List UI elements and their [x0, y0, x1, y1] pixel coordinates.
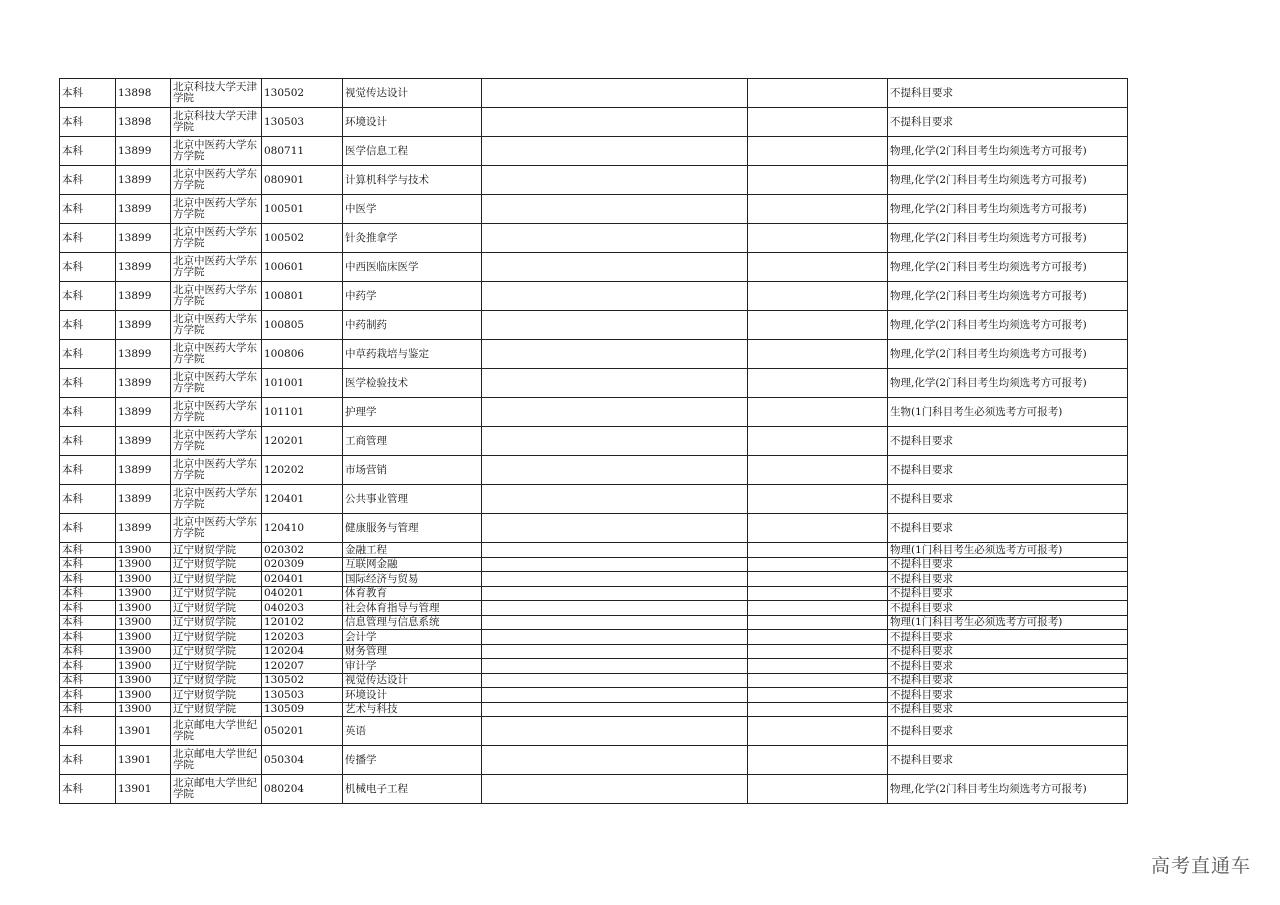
level-cell: 本科: [60, 601, 116, 616]
school-code-cell: 13899: [116, 514, 171, 543]
table-row: [60, 166, 1128, 195]
major-name-cell: 护理学: [343, 398, 482, 427]
subject-requirement-cell: 不提科目要求: [888, 572, 1128, 587]
blank-cell: [482, 340, 748, 369]
school-name-cell: 北京中医药大学东方学院: [171, 311, 262, 340]
table-row: [60, 456, 1128, 485]
major-code-cell: 100601: [262, 253, 343, 282]
school-name-cell: 辽宁财贸学院: [171, 630, 262, 645]
school-name-cell: 北京中医药大学东方学院: [171, 166, 262, 195]
table-row: [60, 108, 1128, 137]
subject-requirement-cell: 物理(1门科目考生必须选考方可报考): [888, 543, 1128, 558]
school-name-cell: 辽宁财贸学院: [171, 673, 262, 688]
major-name-cell: 视觉传达设计: [343, 79, 482, 108]
table-row: [60, 224, 1128, 253]
blank-cell: [482, 369, 748, 398]
major-code-cell: 130503: [262, 688, 343, 703]
subject-requirement-cell: 不提科目要求: [888, 427, 1128, 456]
blank-cell: [482, 644, 748, 659]
subject-requirement-cell: 不提科目要求: [888, 644, 1128, 659]
subject-requirement-cell: 物理,化学(2门科目考生均须选考方可报考): [888, 166, 1128, 195]
level-cell: 本科: [60, 79, 116, 108]
major-name-cell: 信息管理与信息系统: [343, 615, 482, 630]
blank-cell: [482, 673, 748, 688]
blank-cell: [748, 398, 888, 427]
major-name-cell: 健康服务与管理: [343, 514, 482, 543]
school-code-cell: 13900: [116, 702, 171, 717]
school-code-cell: 13900: [116, 615, 171, 630]
blank-cell: [748, 702, 888, 717]
major-code-cell: 120102: [262, 615, 343, 630]
watermark-text: 高考直通车: [1150, 855, 1251, 877]
major-code-cell: 100502: [262, 224, 343, 253]
blank-cell: [482, 688, 748, 703]
school-code-cell: 13900: [116, 601, 171, 616]
level-cell: 本科: [60, 166, 116, 195]
table-row: [60, 485, 1128, 514]
level-cell: 本科: [60, 195, 116, 224]
blank-cell: [482, 746, 748, 775]
major-code-cell: 100806: [262, 340, 343, 369]
school-code-cell: 13901: [116, 746, 171, 775]
school-code-cell: 13899: [116, 282, 171, 311]
subject-requirement-cell: 不提科目要求: [888, 630, 1128, 645]
blank-cell: [748, 659, 888, 674]
school-code-cell: 13899: [116, 311, 171, 340]
blank-cell: [482, 485, 748, 514]
school-code-cell: 13900: [116, 586, 171, 601]
blank-cell: [748, 688, 888, 703]
subject-requirement-cell: 不提科目要求: [888, 514, 1128, 543]
blank-cell: [482, 398, 748, 427]
major-name-cell: 中药学: [343, 282, 482, 311]
blank-cell: [748, 311, 888, 340]
blank-cell: [748, 514, 888, 543]
major-code-cell: 130509: [262, 702, 343, 717]
table-row: [60, 311, 1128, 340]
major-code-cell: 120410: [262, 514, 343, 543]
subject-requirement-cell: 物理,化学(2门科目考生均须选考方可报考): [888, 282, 1128, 311]
major-name-cell: 中医学: [343, 195, 482, 224]
school-name-cell: 北京中医药大学东方学院: [171, 456, 262, 485]
subject-requirement-cell: 不提科目要求: [888, 601, 1128, 616]
subject-requirement-cell: 物理,化学(2门科目考生均须选考方可报考): [888, 137, 1128, 166]
blank-cell: [482, 137, 748, 166]
level-cell: 本科: [60, 224, 116, 253]
blank-cell: [748, 195, 888, 224]
major-code-cell: 080901: [262, 166, 343, 195]
major-code-cell: 080204: [262, 775, 343, 804]
school-code-cell: 13900: [116, 572, 171, 587]
school-code-cell: 13899: [116, 253, 171, 282]
school-code-cell: 13901: [116, 775, 171, 804]
table-row: [60, 398, 1128, 427]
major-code-cell: 120204: [262, 644, 343, 659]
school-code-cell: 13899: [116, 456, 171, 485]
subject-requirement-cell: 不提科目要求: [888, 659, 1128, 674]
blank-cell: [748, 615, 888, 630]
level-cell: 本科: [60, 340, 116, 369]
table-row: [60, 615, 1128, 630]
major-code-cell: 120203: [262, 630, 343, 645]
major-name-cell: 工商管理: [343, 427, 482, 456]
blank-cell: [482, 311, 748, 340]
table-row: [60, 514, 1128, 543]
school-name-cell: 辽宁财贸学院: [171, 601, 262, 616]
level-cell: 本科: [60, 282, 116, 311]
school-name-cell: 北京邮电大学世纪学院: [171, 717, 262, 746]
major-code-cell: 080711: [262, 137, 343, 166]
level-cell: 本科: [60, 630, 116, 645]
subject-requirement-cell: 不提科目要求: [888, 557, 1128, 572]
school-name-cell: 北京邮电大学世纪学院: [171, 746, 262, 775]
school-name-cell: 辽宁财贸学院: [171, 572, 262, 587]
table-row: [60, 688, 1128, 703]
blank-cell: [482, 514, 748, 543]
table-row: [60, 746, 1128, 775]
blank-cell: [748, 775, 888, 804]
subject-requirement-cell: 不提科目要求: [888, 746, 1128, 775]
major-name-cell: 金融工程: [343, 543, 482, 558]
school-name-cell: 北京科技大学天津学院: [171, 79, 262, 108]
table-row: [60, 586, 1128, 601]
major-name-cell: 医学检验技术: [343, 369, 482, 398]
table-row: [60, 195, 1128, 224]
school-name-cell: 北京邮电大学世纪学院: [171, 775, 262, 804]
table-row: [60, 427, 1128, 456]
level-cell: 本科: [60, 644, 116, 659]
school-code-cell: 13899: [116, 224, 171, 253]
blank-cell: [482, 586, 748, 601]
major-code-cell: 101101: [262, 398, 343, 427]
blank-cell: [748, 282, 888, 311]
major-code-cell: 100801: [262, 282, 343, 311]
table-body: [60, 79, 1128, 804]
school-name-cell: 北京中医药大学东方学院: [171, 514, 262, 543]
major-name-cell: 英语: [343, 717, 482, 746]
major-code-cell: 130502: [262, 673, 343, 688]
subject-requirement-cell: 物理,化学(2门科目考生均须选考方可报考): [888, 195, 1128, 224]
blank-cell: [748, 717, 888, 746]
blank-cell: [748, 601, 888, 616]
subject-requirement-cell: 物理,化学(2门科目考生均须选考方可报考): [888, 224, 1128, 253]
blank-cell: [748, 644, 888, 659]
major-name-cell: 传播学: [343, 746, 482, 775]
table-row: [60, 601, 1128, 616]
subject-requirement-cell: 物理,化学(2门科目考生均须选考方可报考): [888, 775, 1128, 804]
major-code-cell: 100805: [262, 311, 343, 340]
school-code-cell: 13899: [116, 369, 171, 398]
level-cell: 本科: [60, 514, 116, 543]
requirements-table: [59, 78, 1128, 804]
school-code-cell: 13900: [116, 543, 171, 558]
table-row: [60, 282, 1128, 311]
blank-cell: [482, 630, 748, 645]
table-row: [60, 702, 1128, 717]
blank-cell: [748, 586, 888, 601]
major-code-cell: 020302: [262, 543, 343, 558]
blank-cell: [482, 543, 748, 558]
subject-requirement-cell: 不提科目要求: [888, 485, 1128, 514]
subject-requirement-cell: 不提科目要求: [888, 702, 1128, 717]
blank-cell: [748, 79, 888, 108]
school-name-cell: 北京中医药大学东方学院: [171, 369, 262, 398]
school-name-cell: 北京中医药大学东方学院: [171, 195, 262, 224]
major-code-cell: 130503: [262, 108, 343, 137]
school-code-cell: 13899: [116, 195, 171, 224]
major-name-cell: 公共事业管理: [343, 485, 482, 514]
table-row: [60, 644, 1128, 659]
subject-requirement-cell: 不提科目要求: [888, 108, 1128, 137]
subject-requirement-cell: 物理,化学(2门科目考生均须选考方可报考): [888, 340, 1128, 369]
blank-cell: [482, 282, 748, 311]
school-code-cell: 13901: [116, 717, 171, 746]
level-cell: 本科: [60, 688, 116, 703]
subject-requirement-cell: 不提科目要求: [888, 456, 1128, 485]
school-name-cell: 辽宁财贸学院: [171, 702, 262, 717]
school-name-cell: 辽宁财贸学院: [171, 659, 262, 674]
blank-cell: [482, 775, 748, 804]
subject-requirement-cell: 物理,化学(2门科目考生均须选考方可报考): [888, 253, 1128, 282]
blank-cell: [482, 456, 748, 485]
table-row: [60, 630, 1128, 645]
blank-cell: [482, 195, 748, 224]
school-name-cell: 辽宁财贸学院: [171, 615, 262, 630]
major-name-cell: 机械电子工程: [343, 775, 482, 804]
blank-cell: [748, 137, 888, 166]
major-code-cell: 120401: [262, 485, 343, 514]
school-code-cell: 13900: [116, 673, 171, 688]
level-cell: 本科: [60, 108, 116, 137]
school-name-cell: 辽宁财贸学院: [171, 586, 262, 601]
table-row: [60, 572, 1128, 587]
table-row: [60, 775, 1128, 804]
school-name-cell: 北京中医药大学东方学院: [171, 427, 262, 456]
blank-cell: [482, 108, 748, 137]
level-cell: 本科: [60, 702, 116, 717]
school-name-cell: 辽宁财贸学院: [171, 543, 262, 558]
school-code-cell: 13899: [116, 398, 171, 427]
level-cell: 本科: [60, 398, 116, 427]
subject-requirement-cell: 不提科目要求: [888, 673, 1128, 688]
school-code-cell: 13900: [116, 688, 171, 703]
level-cell: 本科: [60, 427, 116, 456]
major-code-cell: 040201: [262, 586, 343, 601]
major-code-cell: 020401: [262, 572, 343, 587]
school-name-cell: 北京中医药大学东方学院: [171, 282, 262, 311]
school-name-cell: 北京中医药大学东方学院: [171, 224, 262, 253]
major-code-cell: 050304: [262, 746, 343, 775]
blank-cell: [482, 615, 748, 630]
blank-cell: [748, 557, 888, 572]
blank-cell: [748, 253, 888, 282]
level-cell: 本科: [60, 137, 116, 166]
major-name-cell: 互联网金融: [343, 557, 482, 572]
school-name-cell: 北京中医药大学东方学院: [171, 340, 262, 369]
table-row: [60, 137, 1128, 166]
level-cell: 本科: [60, 615, 116, 630]
school-code-cell: 13899: [116, 485, 171, 514]
school-name-cell: 北京中医药大学东方学院: [171, 485, 262, 514]
major-name-cell: 针灸推拿学: [343, 224, 482, 253]
subject-requirement-cell: 不提科目要求: [888, 717, 1128, 746]
blank-cell: [748, 427, 888, 456]
major-code-cell: 100501: [262, 195, 343, 224]
level-cell: 本科: [60, 456, 116, 485]
school-code-cell: 13899: [116, 340, 171, 369]
major-name-cell: 中药制药: [343, 311, 482, 340]
school-name-cell: 北京中医药大学东方学院: [171, 137, 262, 166]
level-cell: 本科: [60, 717, 116, 746]
subject-requirement-cell: 物理,化学(2门科目考生均须选考方可报考): [888, 369, 1128, 398]
major-name-cell: 审计学: [343, 659, 482, 674]
blank-cell: [748, 673, 888, 688]
blank-cell: [748, 485, 888, 514]
major-name-cell: 市场营销: [343, 456, 482, 485]
major-name-cell: 医学信息工程: [343, 137, 482, 166]
table-row: [60, 543, 1128, 558]
blank-cell: [482, 427, 748, 456]
level-cell: 本科: [60, 572, 116, 587]
blank-cell: [748, 108, 888, 137]
blank-cell: [482, 717, 748, 746]
subject-requirement-cell: 不提科目要求: [888, 586, 1128, 601]
school-code-cell: 13900: [116, 557, 171, 572]
level-cell: 本科: [60, 586, 116, 601]
school-code-cell: 13899: [116, 137, 171, 166]
major-name-cell: 会计学: [343, 630, 482, 645]
major-code-cell: 120207: [262, 659, 343, 674]
blank-cell: [748, 166, 888, 195]
table-row: [60, 340, 1128, 369]
level-cell: 本科: [60, 659, 116, 674]
blank-cell: [482, 79, 748, 108]
table-row: [60, 717, 1128, 746]
major-name-cell: 体育教育: [343, 586, 482, 601]
school-code-cell: 13900: [116, 644, 171, 659]
blank-cell: [748, 340, 888, 369]
subject-requirement-cell: 不提科目要求: [888, 79, 1128, 108]
level-cell: 本科: [60, 557, 116, 572]
level-cell: 本科: [60, 775, 116, 804]
table-row: [60, 673, 1128, 688]
major-code-cell: 050201: [262, 717, 343, 746]
major-code-cell: 040203: [262, 601, 343, 616]
school-name-cell: 北京中医药大学东方学院: [171, 398, 262, 427]
blank-cell: [748, 630, 888, 645]
school-code-cell: 13899: [116, 427, 171, 456]
school-name-cell: 辽宁财贸学院: [171, 688, 262, 703]
level-cell: 本科: [60, 746, 116, 775]
level-cell: 本科: [60, 543, 116, 558]
level-cell: 本科: [60, 253, 116, 282]
table-row: [60, 659, 1128, 674]
level-cell: 本科: [60, 311, 116, 340]
blank-cell: [482, 224, 748, 253]
school-name-cell: 北京中医药大学东方学院: [171, 253, 262, 282]
school-code-cell: 13898: [116, 79, 171, 108]
school-code-cell: 13898: [116, 108, 171, 137]
school-code-cell: 13900: [116, 659, 171, 674]
blank-cell: [748, 456, 888, 485]
table-row: [60, 557, 1128, 572]
table-row: [60, 253, 1128, 282]
subject-requirement-cell: 物理,化学(2门科目考生均须选考方可报考): [888, 311, 1128, 340]
subject-requirement-cell: 不提科目要求: [888, 688, 1128, 703]
school-name-cell: 辽宁财贸学院: [171, 557, 262, 572]
table-row: [60, 369, 1128, 398]
blank-cell: [748, 543, 888, 558]
major-name-cell: 中西医临床医学: [343, 253, 482, 282]
blank-cell: [482, 659, 748, 674]
subject-requirement-cell: 物理(1门科目考生必须选考方可报考): [888, 615, 1128, 630]
major-code-cell: 020309: [262, 557, 343, 572]
major-code-cell: 120202: [262, 456, 343, 485]
school-name-cell: 北京科技大学天津学院: [171, 108, 262, 137]
subject-requirement-cell: 生物(1门科目考生必须选考方可报考): [888, 398, 1128, 427]
blank-cell: [748, 572, 888, 587]
blank-cell: [482, 572, 748, 587]
major-name-cell: 环境设计: [343, 688, 482, 703]
blank-cell: [748, 224, 888, 253]
major-name-cell: 计算机科学与技术: [343, 166, 482, 195]
major-name-cell: 财务管理: [343, 644, 482, 659]
major-name-cell: 环境设计: [343, 108, 482, 137]
major-code-cell: 101001: [262, 369, 343, 398]
school-code-cell: 13900: [116, 630, 171, 645]
table-row: [60, 79, 1128, 108]
major-name-cell: 艺术与科技: [343, 702, 482, 717]
blank-cell: [748, 746, 888, 775]
major-code-cell: 130502: [262, 79, 343, 108]
school-code-cell: 13899: [116, 166, 171, 195]
level-cell: 本科: [60, 485, 116, 514]
level-cell: 本科: [60, 369, 116, 398]
major-name-cell: 社会体育指导与管理: [343, 601, 482, 616]
school-name-cell: 辽宁财贸学院: [171, 644, 262, 659]
blank-cell: [482, 557, 748, 572]
major-code-cell: 120201: [262, 427, 343, 456]
major-name-cell: 国际经济与贸易: [343, 572, 482, 587]
major-name-cell: 中草药栽培与鉴定: [343, 340, 482, 369]
blank-cell: [482, 253, 748, 282]
blank-cell: [748, 369, 888, 398]
blank-cell: [482, 601, 748, 616]
level-cell: 本科: [60, 673, 116, 688]
blank-cell: [482, 702, 748, 717]
blank-cell: [482, 166, 748, 195]
major-name-cell: 视觉传达设计: [343, 673, 482, 688]
